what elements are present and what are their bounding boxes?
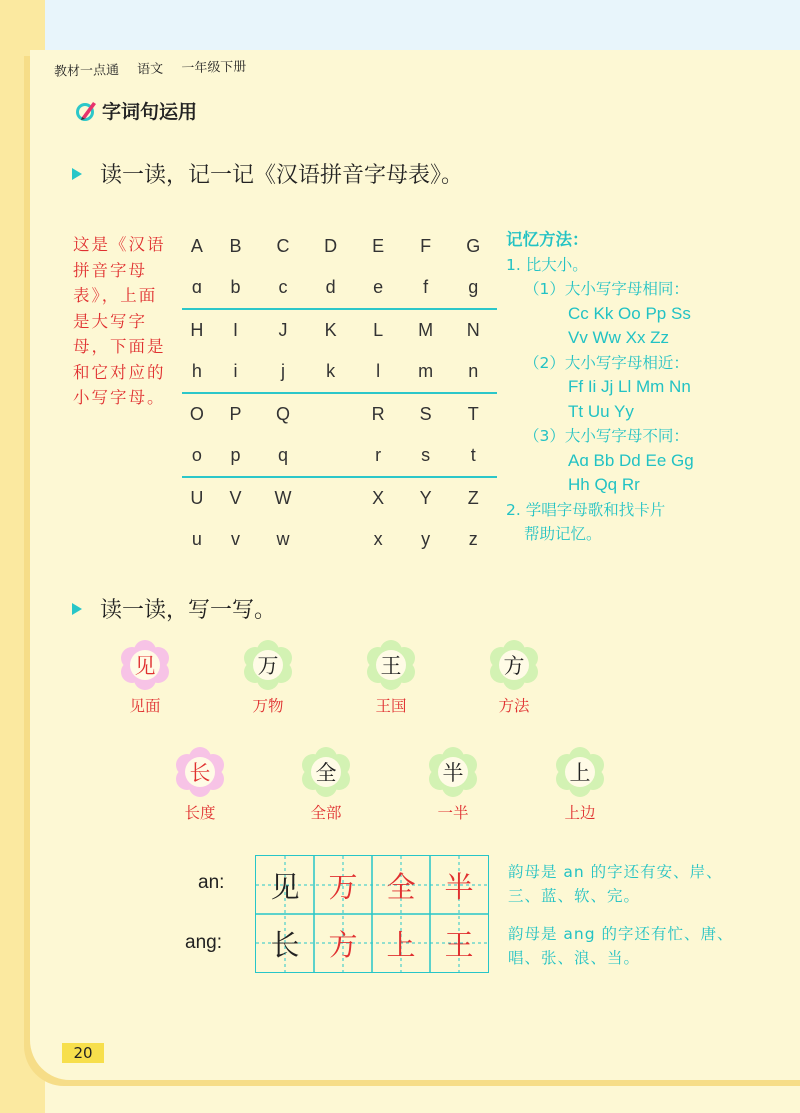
letter: i bbox=[233, 361, 238, 381]
grid-cell: 王 bbox=[444, 927, 474, 962]
letter: u bbox=[191, 529, 202, 549]
letter: R bbox=[371, 404, 385, 424]
flower-icon bbox=[428, 747, 478, 797]
letter: J bbox=[278, 320, 288, 340]
grid-cell: 万 bbox=[328, 869, 358, 904]
extra-ang: 韵母是 ang 的字还有忙、唐、唱、张、浪、当。 bbox=[508, 925, 734, 967]
char-word: 一半 bbox=[437, 804, 469, 822]
char-card bbox=[545, 747, 615, 823]
letter: P bbox=[229, 404, 242, 424]
alphabet-row-upper-1 bbox=[182, 226, 497, 267]
memory-method bbox=[506, 228, 796, 547]
letter: x bbox=[373, 529, 383, 549]
flower-icon bbox=[243, 640, 293, 690]
char-card bbox=[418, 747, 488, 823]
letter: y bbox=[421, 529, 431, 549]
letter: W bbox=[274, 488, 292, 508]
char-card bbox=[291, 747, 361, 823]
letter: S bbox=[419, 404, 432, 424]
char-word: 方法 bbox=[498, 697, 530, 715]
letter: o bbox=[191, 445, 202, 465]
memory-line: 1. 比大小。 bbox=[506, 255, 588, 274]
letter: m bbox=[418, 361, 434, 381]
letter: p bbox=[230, 445, 241, 465]
letter: ɑ bbox=[191, 277, 202, 297]
letter: z bbox=[468, 529, 478, 549]
char-text: 王 bbox=[380, 654, 402, 678]
char-text: 方 bbox=[503, 654, 525, 678]
letter: U bbox=[190, 488, 204, 508]
char-word: 全部 bbox=[310, 804, 342, 822]
char-text: 见 bbox=[134, 654, 156, 678]
memory-letters: Cc Kk Oo Pp Ss bbox=[568, 303, 691, 323]
letter: w bbox=[276, 529, 290, 549]
flower-icon bbox=[175, 747, 225, 797]
grid-label-an: an: bbox=[198, 872, 225, 893]
section-title bbox=[74, 97, 197, 124]
alphabet-table bbox=[182, 226, 497, 560]
letter: Z bbox=[467, 488, 479, 508]
memory-letters: Vv Ww Xx Zz bbox=[568, 328, 670, 347]
char-card bbox=[233, 640, 303, 716]
letter: b bbox=[230, 277, 241, 297]
letter: F bbox=[420, 236, 432, 256]
letter: l bbox=[376, 361, 381, 381]
letter: t bbox=[470, 445, 476, 465]
memory-letters: Hh Qq Rr bbox=[568, 475, 640, 494]
grid-cell: 见 bbox=[270, 869, 300, 904]
letter: k bbox=[326, 361, 336, 381]
letter: L bbox=[373, 320, 384, 340]
letter: M bbox=[418, 320, 434, 340]
letter: C bbox=[276, 236, 290, 256]
header-book: 教材一点通 bbox=[53, 63, 120, 80]
grid-label-ang: ang: bbox=[185, 932, 222, 953]
extra-an: 韵母是 an 的字还有安、岸、三、蓝、软、完。 bbox=[508, 863, 723, 905]
letter: O bbox=[189, 404, 204, 424]
letter: I bbox=[232, 320, 238, 340]
letter: v bbox=[230, 529, 240, 549]
letter: K bbox=[324, 320, 337, 340]
char-text: 半 bbox=[442, 761, 464, 785]
letter: Q bbox=[276, 404, 291, 424]
char-card bbox=[110, 640, 180, 716]
flower-icon bbox=[555, 747, 605, 797]
prompt-alphabet-text: 读一读，记一记《汉语拼音字母表》。 bbox=[100, 163, 464, 188]
char-card bbox=[165, 747, 235, 823]
alphabet-row-upper-4 bbox=[182, 478, 497, 519]
memory-letters: Aɑ Bb Dd Ee Gg bbox=[568, 450, 694, 470]
page-number: 20 bbox=[62, 1043, 104, 1063]
memory-line: 帮助记忆。 bbox=[524, 525, 602, 543]
letter: g bbox=[468, 277, 479, 297]
grid-cell: 上 bbox=[386, 927, 416, 962]
memory-letters: Tt Uu Yy bbox=[568, 401, 634, 421]
triangle-bullet-icon bbox=[72, 603, 82, 615]
flower-icon bbox=[366, 640, 416, 690]
char-text: 万 bbox=[257, 654, 279, 678]
alphabet-row-upper-3 bbox=[182, 394, 497, 435]
char-word: 上边 bbox=[564, 804, 596, 822]
alphabet-row-upper-2 bbox=[182, 310, 497, 351]
letter: s bbox=[421, 445, 431, 465]
header-grade: 一年级下册 bbox=[181, 59, 247, 77]
letter: E bbox=[372, 236, 385, 256]
char-text: 长 bbox=[189, 761, 211, 785]
flower-icon bbox=[120, 640, 170, 690]
letter: N bbox=[466, 320, 480, 340]
char-word: 万物 bbox=[252, 697, 284, 715]
pencil-icon bbox=[74, 99, 98, 123]
letter: G bbox=[466, 236, 481, 256]
char-text: 全 bbox=[315, 761, 337, 785]
memory-title: 记忆方法： bbox=[506, 230, 589, 249]
writing-grid bbox=[255, 855, 489, 973]
char-word: 王国 bbox=[375, 697, 407, 715]
grid-cell: 方 bbox=[328, 927, 358, 962]
letter: c bbox=[278, 277, 288, 297]
letter: Y bbox=[419, 488, 432, 508]
letter: h bbox=[191, 361, 202, 381]
memory-line: 2. 学唱字母歌和找卡片 bbox=[506, 500, 666, 519]
flower-icon bbox=[301, 747, 351, 797]
prompt-alphabet bbox=[72, 158, 463, 189]
header-subject: 语文 bbox=[137, 61, 164, 78]
alphabet-note: 这是《汉语拼音字母表》，上面是大写字母，下面是和它对应的小写字母。 bbox=[73, 235, 166, 407]
letter: d bbox=[325, 277, 336, 297]
alphabet-row-lower-3 bbox=[182, 435, 497, 478]
letter: e bbox=[373, 277, 384, 297]
char-card bbox=[479, 640, 549, 716]
prompt-read-write bbox=[72, 593, 276, 624]
memory-line: （3）大小写字母不同： bbox=[524, 427, 689, 445]
letter: f bbox=[423, 277, 429, 297]
letter: j bbox=[281, 361, 286, 381]
letter: T bbox=[467, 404, 479, 424]
prompt-read-write-text: 读一读，写一写。 bbox=[100, 598, 277, 623]
alphabet-row-lower-1 bbox=[182, 267, 497, 310]
memory-line: （1）大小写字母相同： bbox=[524, 280, 689, 298]
memory-line: （2）大小写字母相近： bbox=[524, 353, 689, 372]
memory-letters: Ff Ii Jj Ll Mm Nn bbox=[568, 377, 691, 396]
flower-icon bbox=[489, 640, 539, 690]
char-card bbox=[356, 640, 426, 716]
letter: B bbox=[229, 236, 242, 256]
letter: n bbox=[468, 361, 479, 381]
grid-cell: 长 bbox=[270, 927, 300, 962]
letter: A bbox=[190, 236, 203, 256]
char-word: 见面 bbox=[129, 697, 161, 715]
grid-cell: 半 bbox=[444, 869, 474, 904]
letter: X bbox=[372, 488, 385, 508]
triangle-bullet-icon bbox=[72, 168, 82, 180]
char-text: 上 bbox=[569, 761, 591, 785]
letter: H bbox=[190, 320, 204, 340]
letter: V bbox=[229, 488, 242, 508]
letter: r bbox=[375, 445, 382, 465]
section-title-text: 字词句运用 bbox=[102, 101, 198, 123]
alphabet-row-lower-4 bbox=[182, 519, 497, 560]
char-word: 长度 bbox=[184, 804, 216, 822]
alphabet-row-lower-2 bbox=[182, 351, 497, 394]
letter: D bbox=[324, 236, 338, 256]
letter: q bbox=[278, 445, 289, 465]
grid-cell: 全 bbox=[386, 869, 416, 904]
